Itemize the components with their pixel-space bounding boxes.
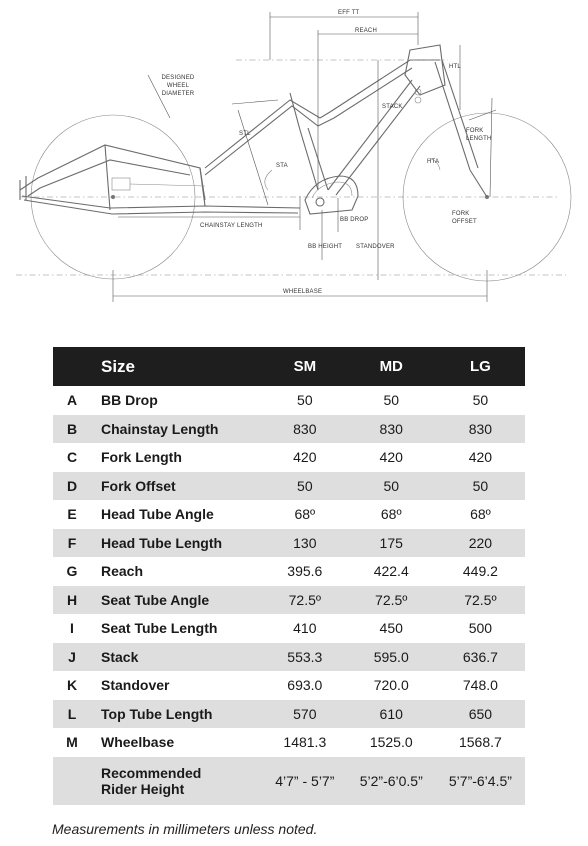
row-measurement-name: Reach — [101, 563, 144, 580]
row-letter: H — [53, 586, 91, 615]
row-value-sm: 420 — [293, 449, 317, 466]
row-letter: A — [66, 392, 78, 409]
row-measurement-name: BB Drop — [101, 392, 158, 409]
cargo-rack — [20, 145, 300, 214]
row-value-lg: 50 — [472, 392, 489, 409]
row-value-lg: 68º — [470, 506, 491, 523]
row-value-lg: 1568.7 — [458, 734, 502, 751]
label-designed-wheel-diameter-1: DESIGNED — [161, 75, 195, 81]
label-reach: REACH — [355, 28, 378, 34]
row-value-sm: 68º — [294, 506, 316, 523]
label-fork-offset-1: FORK — [452, 211, 470, 217]
table-row — [53, 557, 525, 586]
row-letter — [53, 757, 91, 805]
row-letter: D — [53, 472, 91, 501]
row-value-sm: 410 — [293, 620, 317, 637]
label-bb-drop: BB DROP — [340, 217, 369, 223]
row-measurement-name: Seat Tube Angle — [91, 586, 263, 615]
label-fork-length-1: FORK — [466, 128, 484, 134]
label-stl: STL — [239, 131, 251, 137]
row-measurement-name: Stack — [91, 643, 263, 672]
row-value-sm: 50 — [263, 472, 347, 501]
row-value-lg: 5’7”-6’4.5” — [436, 757, 525, 805]
row-value-md: 422.4 — [373, 563, 409, 580]
label-fork-offset-2: OFFSET — [452, 219, 477, 225]
table-row — [53, 757, 525, 805]
row-measurement-name: Chainstay Length — [91, 415, 263, 444]
row-letter: G — [66, 563, 78, 580]
row-value-lg: 636.7 — [436, 643, 525, 672]
row-letter: J — [53, 643, 91, 672]
row-letter: M — [66, 734, 78, 751]
row-value-sm: 830 — [263, 415, 347, 444]
table-row — [53, 443, 525, 472]
table-row — [53, 586, 525, 615]
table-row — [53, 472, 525, 501]
main-frame — [205, 45, 487, 197]
row-value-md: 50 — [347, 472, 436, 501]
column-header-md: MD — [347, 347, 436, 386]
row-value-md: 68º — [380, 506, 402, 523]
row-value-sm: 130 — [263, 529, 347, 558]
label-stack: STACK — [382, 104, 403, 110]
table-row — [53, 415, 525, 444]
column-header-lg: LG — [436, 347, 525, 386]
row-value-md: 595.0 — [347, 643, 436, 672]
row-letter: K — [66, 677, 78, 694]
row-value-sm: 553.3 — [263, 643, 347, 672]
row-value-sm: 395.6 — [287, 563, 323, 580]
row-measurement-name-line: Recommended — [101, 764, 202, 781]
row-measurement-name — [91, 757, 263, 805]
row-measurement-name: Fork Offset — [91, 472, 263, 501]
row-value-lg: 72.5º — [436, 586, 525, 615]
row-value-sm: 4’7” - 5’7” — [263, 757, 347, 805]
table-row — [53, 728, 525, 757]
table-row — [53, 500, 525, 529]
label-hta: HTA — [427, 159, 440, 165]
row-value-md: 72.5º — [347, 586, 436, 615]
table-row — [53, 386, 525, 415]
row-value-lg: 650 — [436, 700, 525, 729]
row-value-lg: 500 — [468, 620, 493, 637]
table-row — [53, 529, 525, 558]
label-bb-height: BB HEIGHT — [308, 244, 343, 250]
row-value-md: 175 — [347, 529, 436, 558]
row-measurement-name: Top Tube Length — [91, 700, 263, 729]
table-row — [53, 614, 525, 643]
bike-geometry-diagram — [0, 0, 588, 320]
row-value-lg: 830 — [436, 415, 525, 444]
label-fork-length-2: LENGTH — [466, 136, 492, 142]
row-letter: B — [53, 415, 91, 444]
row-value-sm: 1481.3 — [283, 734, 327, 751]
row-value-md: 50 — [383, 392, 400, 409]
row-letter: F — [53, 529, 91, 558]
table-row — [53, 671, 525, 700]
label-htl: HTL — [449, 64, 461, 70]
row-value-md: 5’2”-6’0.5” — [347, 757, 436, 805]
row-value-md: 1525.0 — [369, 734, 413, 751]
measurement-footnote: Measurements in millimeters unless noted. — [52, 821, 318, 837]
row-value-lg: 50 — [436, 472, 525, 501]
row-value-lg: 220 — [436, 529, 525, 558]
row-letter: E — [67, 506, 77, 523]
motor-housing — [305, 176, 358, 214]
row-letter: L — [53, 700, 91, 729]
label-wheelbase: WHEELBASE — [283, 289, 323, 295]
row-measurement-name: Standover — [101, 677, 170, 694]
row-measurement-name: Head Tube Length — [91, 529, 263, 558]
label-designed-wheel-diameter-2: WHEEL — [166, 83, 190, 89]
row-value-sm: 50 — [297, 392, 313, 409]
label-designed-wheel-diameter-3: DIAMETER — [161, 91, 195, 97]
label-standover: STANDOVER — [356, 244, 395, 250]
row-measurement-name-line: Rider Height — [101, 780, 185, 797]
table-header-row — [53, 347, 525, 386]
row-value-sm: 693.0 — [287, 677, 323, 694]
geometry-table — [53, 347, 525, 805]
table-row — [53, 643, 525, 672]
row-value-md: 610 — [347, 700, 436, 729]
row-measurement-name: Fork Length — [101, 449, 182, 466]
label-chainstay-length: CHAINSTAY LENGTH — [200, 223, 263, 229]
row-letter: C — [66, 449, 78, 466]
row-value-md: 830 — [347, 415, 436, 444]
row-measurement-name: Head Tube Angle — [101, 506, 214, 523]
row-value-lg: 449.2 — [462, 563, 498, 580]
table-row — [53, 700, 525, 729]
row-measurement-name: Wheelbase — [101, 734, 175, 751]
label-eff-tt: EFF TT — [338, 10, 360, 16]
row-value-lg: 748.0 — [462, 677, 498, 694]
row-value-lg: 420 — [468, 449, 493, 466]
row-value-sm: 72.5º — [263, 586, 347, 615]
row-value-md: 720.0 — [373, 677, 409, 694]
row-value-md: 420 — [379, 449, 403, 466]
row-value-md: 450 — [379, 620, 403, 637]
row-letter: I — [70, 620, 74, 637]
column-header-sm: SM — [263, 347, 347, 386]
row-measurement-name: Seat Tube Length — [101, 620, 218, 637]
label-sta: STA — [276, 163, 288, 169]
size-header: Size — [53, 347, 263, 386]
row-value-sm: 570 — [263, 700, 347, 729]
